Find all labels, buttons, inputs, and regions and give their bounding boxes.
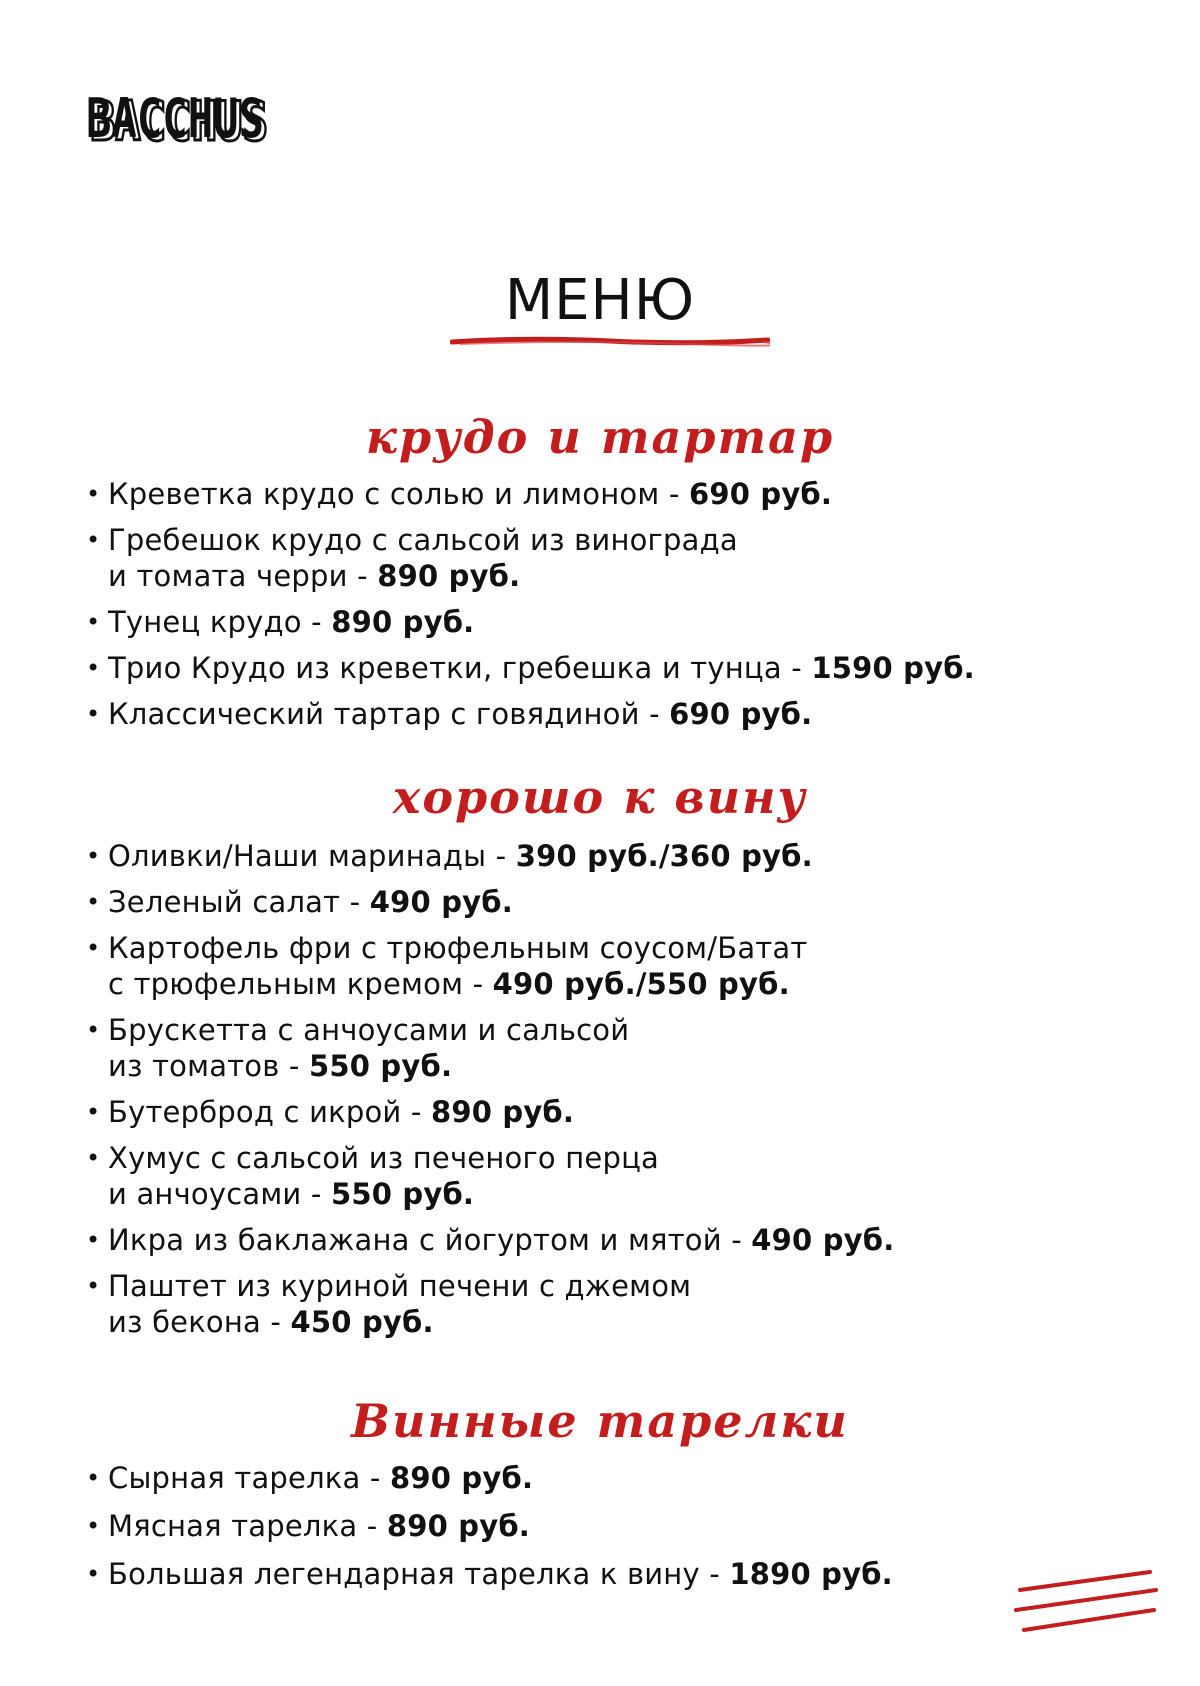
menu-item: • Икра из баклажана с йогуртом и мятой - 490 руб. xyxy=(86,1222,1176,1258)
menu-item: • Креветка крудо с солью и лимоном - 690 руб. xyxy=(86,476,1176,512)
menu-title: МЕНЮ xyxy=(504,268,696,333)
decorative-strokes xyxy=(1010,1568,1160,1638)
title-underline xyxy=(450,334,770,348)
section-list-crudo xyxy=(86,476,1176,732)
menu-item: • Зеленый салат - 490 руб. xyxy=(86,884,1176,920)
bacchus-logo xyxy=(86,80,276,150)
item-price: 890 руб. xyxy=(386,1509,531,1543)
item-price: 890 руб. xyxy=(390,1461,534,1495)
brand-name: BACCHUS xyxy=(90,90,268,150)
menu-item: • Гребешок крудо с сальсой из винограда и томата черри - 890 руб. xyxy=(86,522,1176,594)
menu-item: • Мясная тарелка - 890 руб. xyxy=(86,1508,1176,1544)
menu-item: • Большая легендарная тарелка к вину - 1890 руб. xyxy=(86,1556,1176,1592)
item-price: 1590 руб. xyxy=(811,651,975,685)
item-price: 890 руб. xyxy=(377,559,521,593)
item-price: 690 руб. xyxy=(669,697,813,731)
section-title-wine-snacks: хорошо к вину xyxy=(392,770,808,824)
item-price: 1890 руб. xyxy=(729,1557,893,1591)
menu-item: • Паштет из куриной печени с джемом из бекона - 450 руб. xyxy=(86,1268,1176,1340)
item-price: 490 руб./550 руб. xyxy=(492,967,790,1001)
section-list-wine-snacks xyxy=(86,838,1176,1340)
menu-item: • Сырная тарелка - 890 руб. xyxy=(86,1460,1176,1496)
item-price: 890 руб. xyxy=(331,605,475,639)
item-price: 550 руб. xyxy=(330,1177,475,1211)
menu-item: • Трио Крудо из креветки, гребешка и тунца - 1590 руб. xyxy=(86,650,1176,686)
item-price: 390 руб./360 руб. xyxy=(515,839,813,873)
item-price: 450 руб. xyxy=(290,1305,434,1339)
item-price: 550 руб. xyxy=(309,1049,453,1083)
section-title-wine-plates: Винные тарелки xyxy=(351,1394,849,1448)
item-price: 490 руб. xyxy=(751,1223,895,1257)
menu-item: • Хумус с сальсой из печеного перца и анчоусами - 550 руб. xyxy=(86,1140,1176,1212)
section-title-crudo: крудо и тартар xyxy=(365,410,835,464)
menu-item: • Тунец крудо - 890 руб. xyxy=(86,604,1176,640)
item-price: 490 руб. xyxy=(369,885,513,919)
menu-item: • Оливки/Наши маринады - 390 руб./360 руб. xyxy=(86,838,1176,874)
menu-item: • Бутерброд с икрой - 890 руб. xyxy=(86,1094,1176,1130)
brand-name-shadow: BACCHUS xyxy=(86,87,264,150)
menu-item: • Картофель фри с трюфельным соусом/Батат с трюфельным кремом - 490 руб./550 руб. xyxy=(86,930,1176,1002)
menu-item: • Классический тартар с говядиной - 690 руб. xyxy=(86,696,1176,732)
item-price: 690 руб. xyxy=(688,477,833,511)
item-price: 890 руб. xyxy=(430,1095,575,1129)
menu-item: • Брускетта с анчоусами и сальсой из томатов - 550 руб. xyxy=(86,1012,1176,1084)
